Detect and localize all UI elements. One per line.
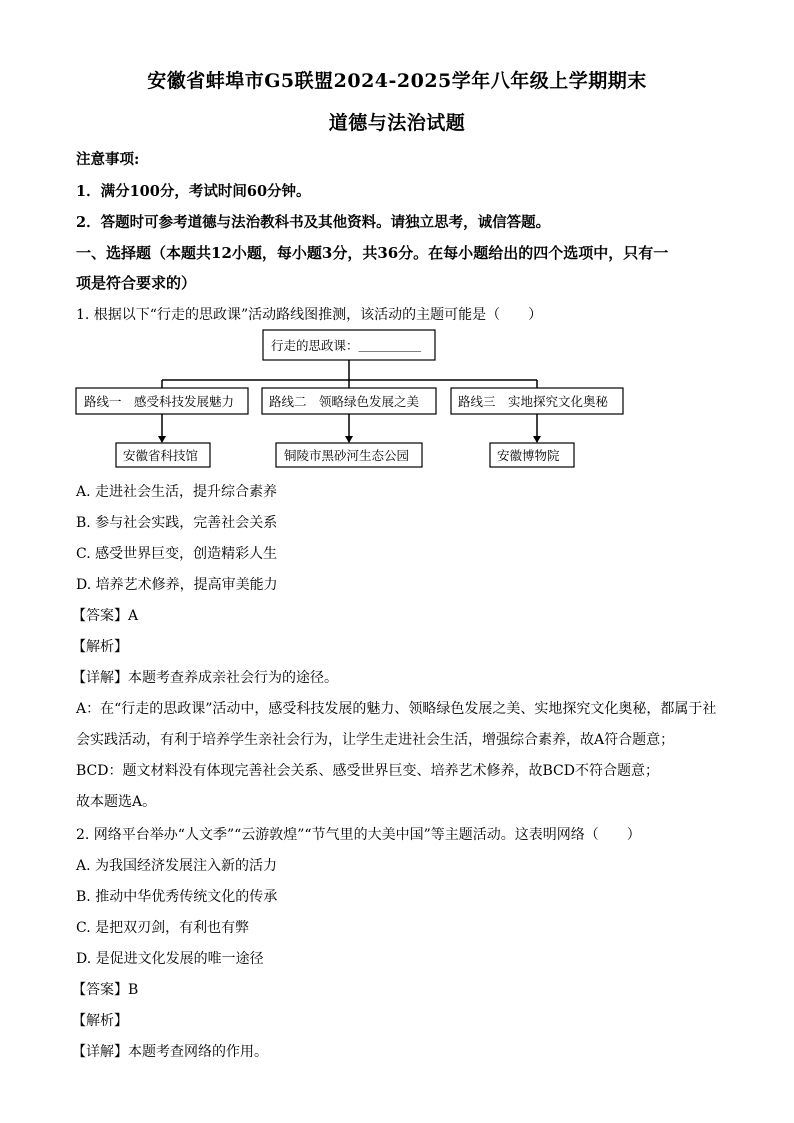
q1-detail: 【详解】本题考查养成亲社会行为的途径。 — [72, 670, 338, 686]
notice-item-2: 2．答题时可参考道德与法治教科书及其他资料。请独立思考，诚信答题。 — [76, 214, 551, 231]
diagram-route-3: 路线三 实地探究文化奥秘 — [458, 394, 609, 409]
notice-heading: 注意事项: — [76, 151, 140, 168]
diagram-top-label: 行走的思政课：＿＿＿＿＿ — [271, 338, 422, 353]
q1-explanation-4: 故本题选A。 — [76, 794, 157, 810]
q2-analysis-label: 【解析】 — [72, 1013, 128, 1029]
q2-option-d: D. 是促进文化发展的唯一途径 — [76, 951, 264, 967]
diagram-place-1: 安徽省科技馆 — [123, 448, 199, 463]
diagram-arrowhead — [533, 436, 541, 443]
q1-option-b: B. 参与社会实践，完善社会关系 — [76, 515, 278, 531]
diagram-route-2: 路线二 领略绿色发展之美 — [269, 394, 420, 409]
q1-option-a: A. 走进社会生活，提升综合素养 — [76, 484, 278, 500]
q2-answer: 【答案】B — [72, 982, 139, 998]
diagram-arrowhead — [345, 436, 353, 443]
q2-option-b: B. 推动中华优秀传统文化的传承 — [76, 889, 278, 905]
q1-stem: 1. 根据以下“行走的思政课”活动路线图推测，该活动的主题可能是（ ） — [76, 307, 543, 323]
q1-explanation-2: 会实践活动，有利于培养学生亲社会行为，让学生走进社会生活，增强综合素养，故A符合题意； — [76, 732, 675, 748]
route-diagram — [0, 328, 794, 472]
diagram-arrowhead — [158, 436, 166, 443]
page-subtitle: 道德与法治试题 — [328, 112, 466, 134]
q1-answer: 【答案】A — [72, 608, 139, 624]
q1-analysis-label: 【解析】 — [72, 639, 128, 655]
q2-option-a: A. 为我国经济发展注入新的活力 — [76, 858, 278, 874]
q1-explanation-1: A：在“行走的思政课”活动中，感受科技发展的魅力、领略绿色发展之美、实地探究文化奥秘，都属于社 — [76, 701, 717, 717]
q1-option-d: D. 培养艺术修养，提高审美能力 — [76, 577, 278, 593]
q1-explanation-3: BCD：题文材料没有体现完善社会关系、感受世界巨变、培养艺术修养，故BCD不符合题意； — [76, 763, 659, 779]
q2-detail: 【详解】本题考查网络的作用。 — [72, 1044, 268, 1060]
diagram-place-3: 安徽博物院 — [497, 448, 560, 463]
q2-stem: 2. 网络平台举办“人文季”“云游敦煌”“节气里的大美中国”等主题活动。这表明网络（ ） — [76, 827, 641, 843]
notice-item-1: 1．满分100分，考试时间60分钟。 — [76, 183, 311, 200]
q1-option-c: C. 感受世界巨变，创造精彩人生 — [76, 546, 278, 562]
section-heading-line1: 一、选择题（本题共12小题，每小题3分，共36分。在每小题给出的四个选项中，只有一 — [76, 244, 669, 262]
q2-option-c: C. 是把双刃剑，有利也有弊 — [76, 920, 250, 936]
page-title: 安徽省蚌埠市G5联盟2024-2025学年八年级上学期期末 — [147, 70, 647, 92]
diagram-place-2: 铜陵市黑砂河生态公园 — [284, 448, 410, 463]
diagram-route-1: 路线一 感受科技发展魅力 — [84, 394, 235, 409]
section-heading-line2: 项是符合要求的） — [76, 274, 197, 292]
